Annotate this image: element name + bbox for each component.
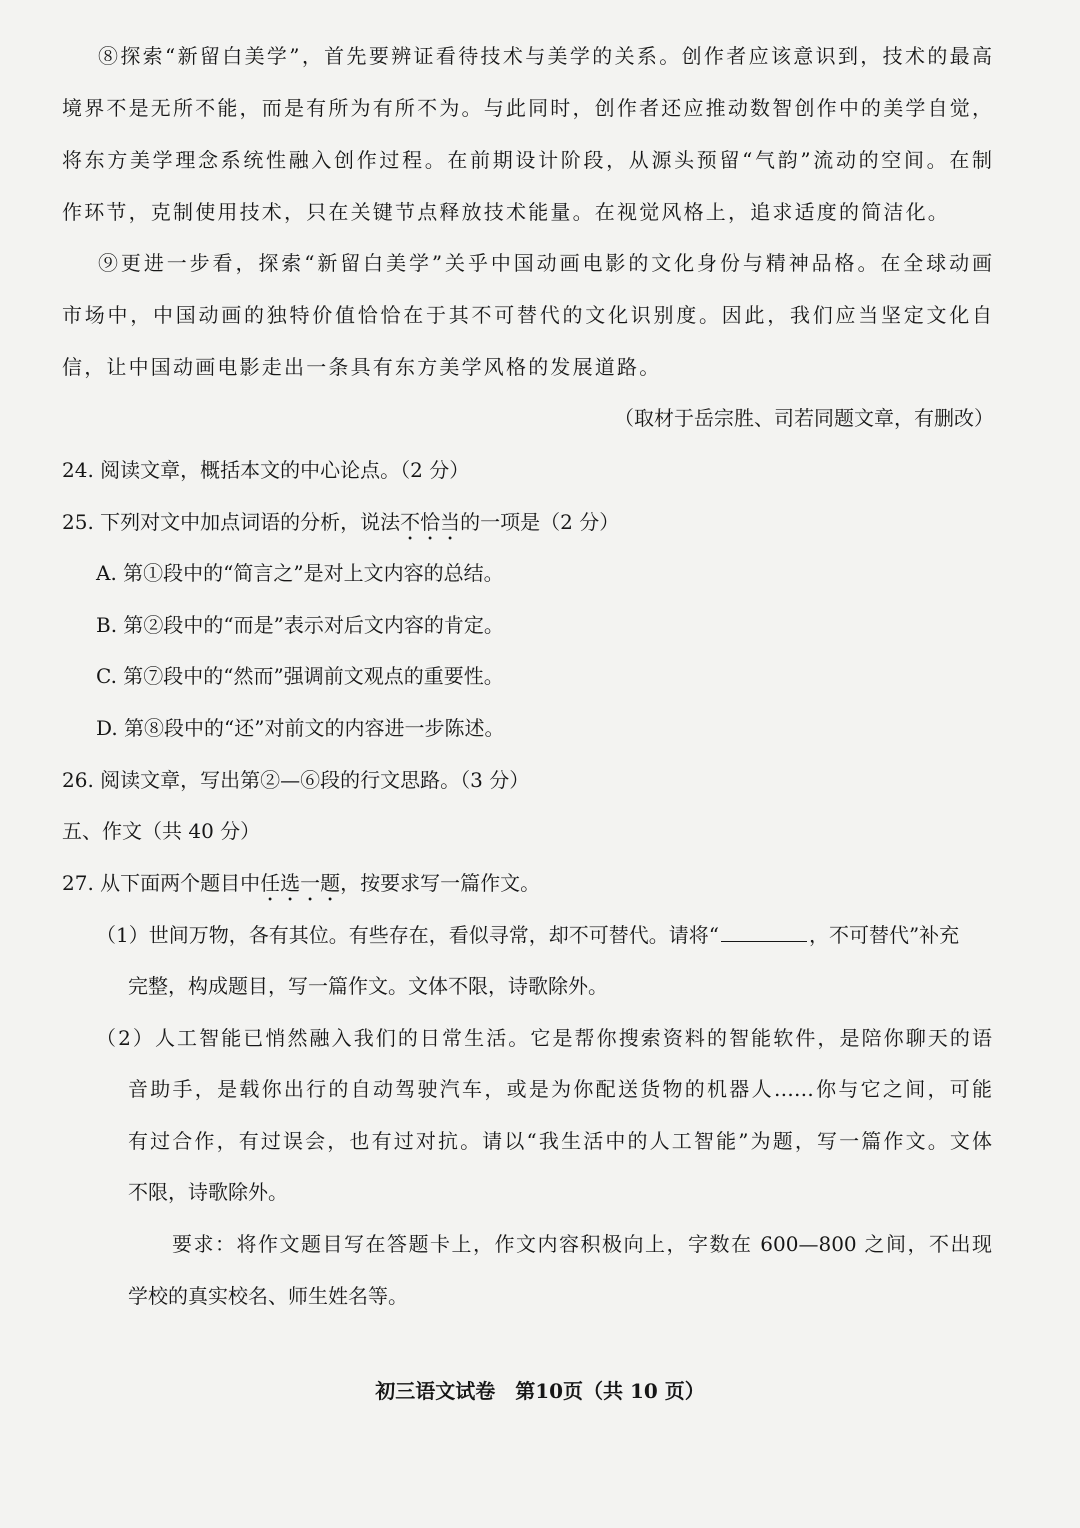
question-24: 24. 阅读文章，概括本文的中心论点。（2 分） (62, 458, 470, 482)
topic-2-line-3: 有过合作，有过误会，也有过对抗。请以“我生活中的人工智能”为题，写一篇作文。文体 (128, 1129, 992, 1153)
para9-line-2: 市场中，中国动画的独特价值恰恰在于其不可替代的文化识别度。因此，我们应当坚定文化自 (62, 303, 992, 327)
question-27-stem-end: ，按要求写一篇作文。 (340, 871, 541, 895)
topic-1-line-2: 完整，构成题目，写一篇作文。文体不限，诗歌除外。 (128, 974, 608, 998)
requirements-line-2: 学校的真实校名、师生姓名等。 (128, 1284, 408, 1308)
para8-line-1: ⑧探索“新留白美学”，首先要辨证看待技术与美学的关系。创作者应该意识到，技术的最高 (98, 44, 992, 68)
para9-line-3: 信，让中国动画电影走出一条具有东方美学风格的发展道路。 (62, 355, 662, 379)
option-d: D. 第⑧段中的“还”对前文的内容进一步陈述。 (96, 716, 505, 740)
topic-1-prompt-end: ，不可替代”补充 (808, 923, 960, 947)
topic-1-prompt-start: （1）世间万物，各有其位。有些存在，看似寻常，却不可替代。请将“ (96, 923, 719, 947)
question-27 (62, 870, 540, 906)
fill-in-blank (721, 923, 807, 942)
para9-line-1: ⑨更进一步看，探索“新留白美学”关乎中国动画电影的文化身份与精神品格。在全球动画 (98, 251, 992, 275)
page-footer (0, 1378, 1080, 1404)
para8-line-2: 境界不是无所不能，而是有所为有所不为。与此同时，创作者还应推动数智创作中的美学自觉， (62, 96, 992, 120)
question-25-stem-start: 25. 下列对文中加点词语的分析，说法 (62, 510, 401, 534)
section-heading-composition: 五、作文（共 40 分） (62, 819, 261, 843)
exam-title: 初三语文试卷 (375, 1379, 496, 1403)
para8-line-4: 作环节，克制使用技术，只在关键节点释放技术能量。在视觉风格上，追求适度的简洁化。 (62, 200, 950, 224)
topic-2-line-2: 音助手，是载你出行的自动驾驶汽车，或是为你配送货物的机器人……你与它之间，可能 (128, 1077, 992, 1101)
option-b: B. 第②段中的“而是”表示对后文内容的肯定。 (96, 613, 504, 637)
question-25-stem-end: 的一项是（2 分） (460, 510, 620, 534)
source-citation: （取材于岳宗胜、司若同题文章，有删改） (614, 406, 994, 430)
page-number: 第10页（共 10 页） (515, 1379, 705, 1403)
option-c: C. 第⑦段中的“然而”强调前文观点的重要性。 (96, 664, 504, 688)
requirements-line-1: 要求：将作文题目写在答题卡上，作文内容积极向上，字数在 600—800 之间，不出现 (172, 1232, 992, 1256)
topic-2-line-4: 不限，诗歌除外。 (128, 1180, 288, 1204)
question-26: 26. 阅读文章，写出第②—⑥段的行文思路。（3 分） (62, 768, 530, 792)
option-a: A. 第①段中的“简言之”是对上文内容的总结。 (96, 561, 504, 585)
topic-2-line-1: （2）人工智能已悄然融入我们的日常生活。它是帮你搜索资料的智能软件，是陪你聊天的语 (96, 1026, 992, 1050)
question-25 (62, 509, 619, 545)
para8-line-3: 将东方美学理念系统性融入创作过程。在前期设计阶段，从源头预留“气韵”流动的空间。在制 (62, 148, 992, 172)
topic-1-line-1 (96, 922, 959, 948)
question-27-stem-start: 27. 从下面两个题目中 (62, 871, 261, 895)
question-25-emphasis: 不恰当 (400, 510, 461, 534)
question-27-emphasis: 任选一题 (260, 871, 341, 895)
